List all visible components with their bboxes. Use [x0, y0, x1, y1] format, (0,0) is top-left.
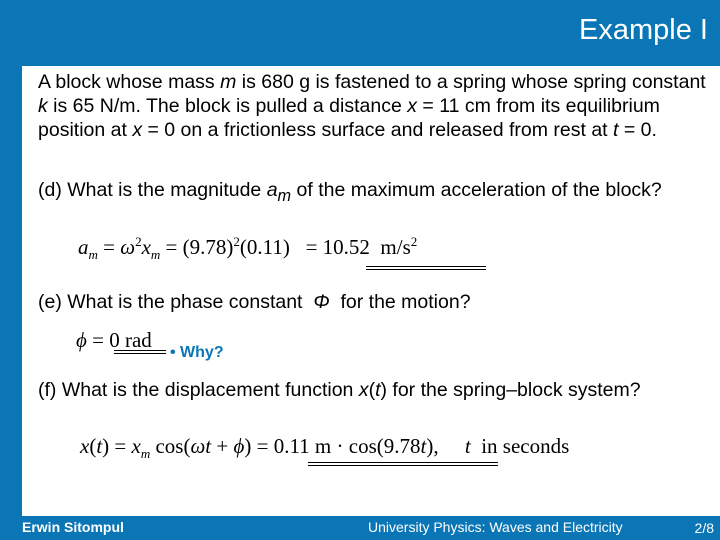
footer-page-number: 2/8: [694, 520, 714, 536]
footer-author: Erwin Sitompul: [22, 519, 124, 535]
result-underline-f: [308, 462, 498, 466]
equation-f: $x(t) = x_m$ cos(ωt + ϕ) = 0.11 m · cos(9.78t), t in seconds: [80, 434, 570, 462]
problem-statement: A block whose mass m is 680 g is fastened to a spring whose spring constant k is 65 N/m. The block is pulled a distance x = 11 cm from its equilibrium position at x = 0 on a frictionless surface and released from rest at t = 0.: [38, 71, 706, 141]
question-e: (e) What is the phase constant Φ for the motion?: [38, 291, 471, 313]
footer-course: University Physics: Waves and Electricity: [368, 519, 623, 535]
slide-content: [22, 66, 720, 516]
result-underline-e: [114, 350, 166, 354]
question-f: (f) What is the displacement function x(t) for the spring–block system?: [38, 379, 641, 401]
equation-d: $a_m = \omega^2x_m = (9.78)^2(0.11) = 10.52$ $m/s^2$: [78, 234, 418, 263]
why-note: • Why?: [170, 344, 224, 361]
slide-title: Example I: [579, 14, 708, 46]
equation-e: ϕ = 0 rad: [76, 328, 152, 352]
result-underline-d: [366, 266, 486, 270]
why-label: Why?: [180, 344, 224, 361]
question-d: (d) What is the magnitude $a_m$ of the maximum acceleration of the block?: [38, 179, 662, 205]
footer: [0, 516, 720, 540]
